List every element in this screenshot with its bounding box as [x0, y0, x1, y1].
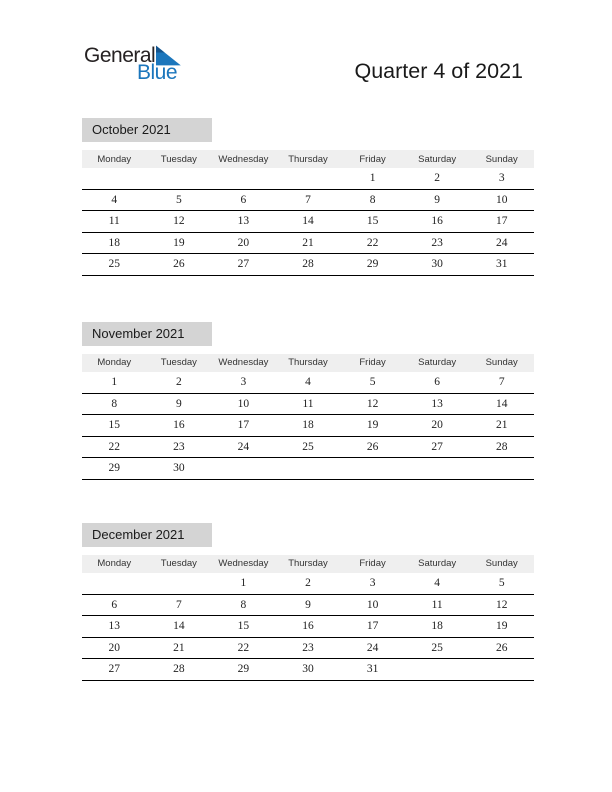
day-cell: 20 — [108, 641, 121, 654]
day-cell: 29 — [237, 663, 250, 676]
day-cell: 25 — [431, 641, 443, 654]
weekday-label: Friday — [359, 153, 386, 165]
day-cell: 15 — [237, 620, 250, 633]
day-cell: 23 — [173, 440, 185, 453]
day-cell: 4 — [111, 193, 118, 206]
day-cell: 14 — [302, 215, 314, 228]
weekday-label: Friday — [359, 357, 386, 369]
week-row — [82, 190, 534, 212]
day-cell: 9 — [434, 193, 440, 206]
weekday-label: Tuesday — [160, 357, 197, 369]
weekday-label: Saturday — [418, 558, 457, 570]
day-cell: 22 — [237, 641, 250, 654]
day-cell-empty — [469, 659, 534, 680]
month-section-december — [82, 523, 534, 681]
day-cell: 20 — [431, 419, 443, 432]
day-cell: 12 — [366, 397, 379, 410]
page-header — [0, 0, 612, 94]
day-cell: 8 — [111, 397, 118, 410]
day-cell: 24 — [495, 236, 508, 249]
weekday-label: Wednesday — [218, 357, 269, 369]
day-cell-empty — [276, 458, 341, 479]
day-cell: 17 — [366, 620, 379, 633]
day-cell: 30 — [302, 663, 314, 676]
weekday-label: Thursday — [288, 153, 328, 165]
weekday-header-row — [82, 555, 534, 573]
weekday-label: Sunday — [485, 357, 518, 369]
month-title: October 2021 — [82, 118, 212, 142]
day-cell: 2 — [305, 576, 311, 589]
day-cell: 3 — [498, 172, 505, 184]
weekday-label: Friday — [359, 558, 386, 570]
day-cell: 29 — [366, 258, 379, 271]
day-cell: 5 — [369, 375, 376, 388]
day-cell: 7 — [498, 375, 505, 388]
day-cell-empty — [405, 458, 470, 479]
day-cell: 27 — [431, 440, 443, 453]
week-row — [82, 394, 534, 416]
day-cell: 29 — [108, 462, 121, 475]
weekday-label: Saturday — [418, 153, 457, 165]
week-row — [82, 573, 534, 595]
week-row — [82, 211, 534, 233]
weekday-label: Sunday — [485, 558, 518, 570]
weekday-label: Wednesday — [218, 153, 269, 165]
day-cell-empty — [82, 168, 147, 189]
week-row — [82, 458, 534, 480]
day-cell: 17 — [237, 419, 250, 432]
day-cell: 15 — [108, 419, 121, 432]
week-row — [82, 437, 534, 459]
day-cell: 5 — [175, 193, 182, 206]
day-cell: 24 — [237, 440, 250, 453]
day-cell: 6 — [111, 598, 118, 611]
month-grid — [82, 573, 534, 681]
day-cell-empty — [82, 573, 147, 594]
month-grid — [82, 168, 534, 276]
week-row — [82, 233, 534, 255]
month-grid — [82, 372, 534, 480]
day-cell: 1 — [369, 172, 376, 184]
day-cell: 16 — [173, 419, 185, 432]
day-cell: 25 — [108, 258, 121, 271]
weekday-label: Tuesday — [160, 153, 197, 165]
week-row — [82, 372, 534, 394]
weekday-label: Monday — [97, 558, 132, 570]
day-cell: 26 — [495, 641, 508, 654]
day-cell: 7 — [175, 598, 182, 611]
day-cell: 13 — [431, 397, 443, 410]
weekday-label: Thursday — [288, 558, 328, 570]
day-cell: 14 — [173, 620, 185, 633]
month-section-october — [82, 118, 534, 276]
day-cell: 22 — [366, 236, 379, 249]
day-cell: 21 — [173, 641, 185, 654]
general-blue-logo — [84, 44, 181, 83]
month-title: December 2021 — [82, 523, 212, 547]
week-row — [82, 659, 534, 681]
page-title: Quarter 4 of 2021 — [354, 59, 523, 83]
day-cell: 8 — [369, 193, 376, 206]
day-cell: 26 — [173, 258, 185, 271]
day-cell-empty — [469, 458, 534, 479]
day-cell: 27 — [108, 663, 121, 676]
day-cell: 4 — [305, 375, 311, 388]
day-cell: 19 — [366, 419, 379, 432]
week-row — [82, 168, 534, 190]
day-cell: 10 — [237, 397, 250, 410]
day-cell: 7 — [305, 193, 311, 206]
logo-text-blue: Blue — [136, 61, 177, 84]
weekday-header-row — [82, 354, 534, 372]
month-title: November 2021 — [82, 322, 212, 346]
weekday-label: Monday — [97, 153, 132, 165]
day-cell: 17 — [495, 215, 508, 228]
day-cell: 11 — [108, 215, 120, 228]
day-cell: 15 — [366, 215, 379, 228]
week-row — [82, 415, 534, 437]
day-cell: 21 — [495, 419, 508, 432]
week-row — [82, 638, 534, 660]
day-cell-empty — [211, 458, 276, 479]
day-cell: 11 — [302, 397, 314, 410]
day-cell: 8 — [240, 598, 247, 611]
day-cell: 1 — [111, 375, 118, 388]
day-cell: 19 — [495, 620, 508, 633]
month-section-november — [82, 322, 534, 480]
day-cell: 13 — [108, 620, 121, 633]
day-cell: 6 — [434, 375, 440, 388]
day-cell: 28 — [173, 663, 185, 676]
day-cell: 30 — [431, 258, 443, 271]
day-cell: 28 — [495, 440, 508, 453]
day-cell: 6 — [240, 193, 247, 206]
day-cell: 31 — [495, 258, 508, 271]
weekday-label: Saturday — [418, 357, 457, 369]
day-cell: 2 — [434, 172, 440, 184]
day-cell: 12 — [173, 215, 185, 228]
week-row — [82, 595, 534, 617]
day-cell: 14 — [495, 397, 508, 410]
day-cell-empty — [147, 573, 212, 594]
day-cell-empty — [340, 458, 405, 479]
day-cell: 23 — [431, 236, 443, 249]
day-cell: 19 — [173, 236, 185, 249]
day-cell: 12 — [495, 598, 508, 611]
day-cell: 25 — [302, 440, 314, 453]
day-cell: 4 — [434, 576, 440, 589]
day-cell: 31 — [366, 663, 379, 676]
week-row — [82, 254, 534, 276]
day-cell: 13 — [237, 215, 250, 228]
day-cell: 5 — [498, 576, 505, 589]
day-cell-empty — [147, 168, 212, 189]
day-cell: 24 — [366, 641, 379, 654]
day-cell-empty — [405, 659, 470, 680]
day-cell-empty — [211, 168, 276, 189]
day-cell: 20 — [237, 236, 250, 249]
day-cell: 3 — [240, 375, 247, 388]
day-cell: 28 — [302, 258, 314, 271]
day-cell: 11 — [431, 598, 443, 611]
day-cell: 18 — [431, 620, 443, 633]
day-cell: 21 — [302, 236, 314, 249]
day-cell: 22 — [108, 440, 121, 453]
weekday-header-row — [82, 150, 534, 168]
day-cell: 30 — [173, 462, 185, 475]
weekday-label: Wednesday — [218, 558, 269, 570]
day-cell: 26 — [366, 440, 379, 453]
weekday-label: Monday — [97, 357, 132, 369]
day-cell: 3 — [369, 576, 376, 589]
day-cell: 1 — [240, 576, 247, 589]
day-cell: 10 — [366, 598, 379, 611]
day-cell: 18 — [302, 419, 314, 432]
weekday-label: Tuesday — [160, 558, 197, 570]
day-cell: 23 — [302, 641, 314, 654]
day-cell: 9 — [305, 598, 311, 611]
day-cell: 16 — [302, 620, 314, 633]
week-row — [82, 616, 534, 638]
logo-text-general: General — [84, 44, 156, 67]
day-cell: 27 — [237, 258, 250, 271]
day-cell: 10 — [495, 193, 508, 206]
day-cell: 16 — [431, 215, 443, 228]
weekday-label: Thursday — [288, 357, 328, 369]
day-cell: 9 — [175, 397, 182, 410]
day-cell-empty — [276, 168, 341, 189]
day-cell: 18 — [108, 236, 121, 249]
day-cell: 2 — [175, 375, 182, 388]
weekday-label: Sunday — [485, 153, 518, 165]
